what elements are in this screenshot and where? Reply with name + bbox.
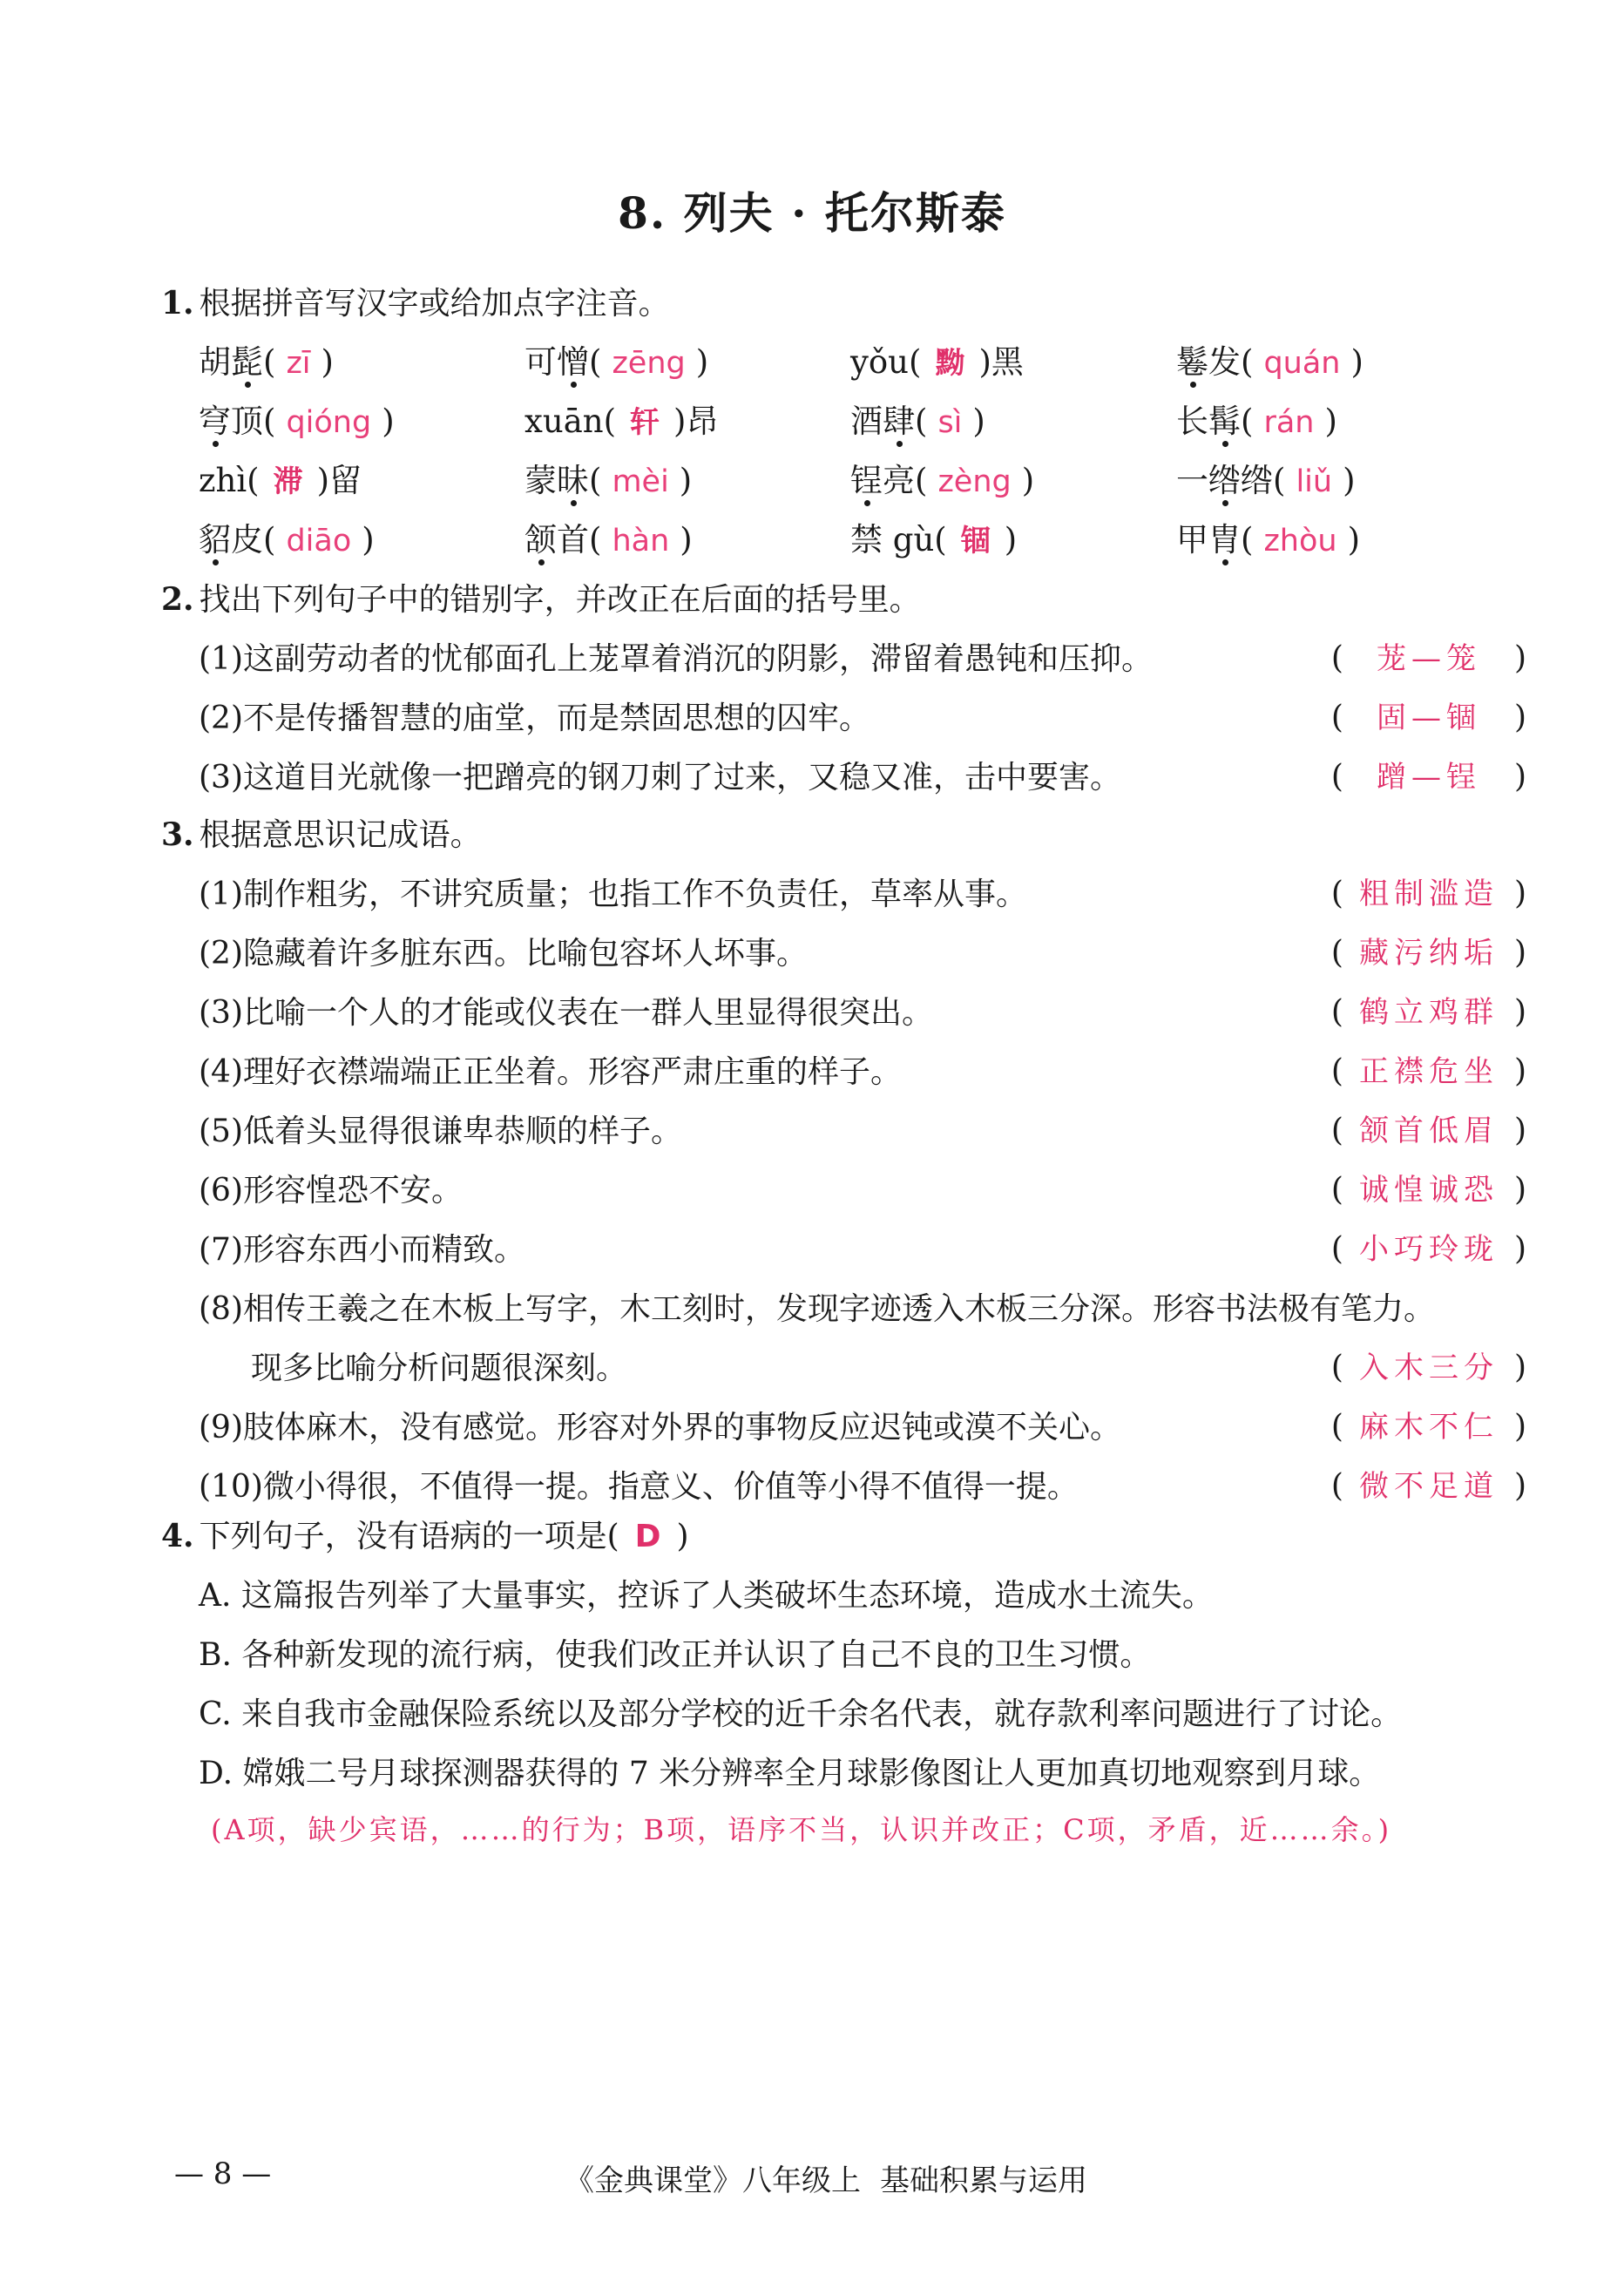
item-close: ) [1004, 521, 1018, 559]
definition-item: (2)隐藏着许多脏东西。比喻包容坏人坏事。 [199, 936, 808, 971]
answer-bracket: ( 固—锢 ) [1331, 694, 1526, 736]
handwritten-answer: zhòu [1263, 524, 1337, 559]
answer-bracket: ( 颔首低眉 ) [1331, 1107, 1526, 1149]
handwritten-answer: 锢 [960, 524, 991, 559]
question-2-heading [161, 575, 921, 619]
item-open: ( [909, 343, 922, 381]
handwritten-answer: zī [286, 346, 311, 381]
definition-item: (9)肢体麻木，没有感觉。形容对外界的事物反应迟钝或漠不关心。 [199, 1410, 1121, 1445]
handwritten-answer: 黝 [935, 346, 965, 381]
handwritten-answer: 藏污纳垢 [1358, 936, 1499, 971]
pinyin-item [524, 335, 708, 382]
handwritten-answer: hàn [612, 524, 670, 559]
handwritten-answer: 蹭—锃 [1376, 760, 1481, 795]
definition-item: (4)理好衣襟端端正正坐着。形容严肃庄重的样子。 [199, 1054, 902, 1090]
answer-bracket: ( 诚惶诚恐 ) [1331, 1166, 1526, 1208]
item-prefix: yǒu [850, 343, 910, 381]
item-open: ( [263, 343, 276, 381]
item-close: ) [978, 343, 991, 381]
handwritten-answer: 滞 [273, 464, 303, 499]
handwritten-answer: 入木三分 [1358, 1351, 1499, 1385]
handwritten-answer: liǔ [1296, 464, 1333, 499]
sentence-item: (1)这副劳动者的忧郁面孔上茏罩着消沉的阴影，滞留着愚钝和压抑。 [199, 641, 1153, 677]
handwritten-answer: 诚惶诚恐 [1358, 1173, 1499, 1208]
dotted-character: 颔 [524, 521, 557, 559]
item-open: ( [1241, 403, 1254, 440]
definition-item: (8)相传王羲之在木板上写字，木工刻时，发现字迹透入木板三分深。形容书法极有笔力。 [199, 1291, 1435, 1327]
item-close: ) [1347, 521, 1361, 559]
question-prompt: 下列句子，没有语病的一项是( [199, 1519, 619, 1554]
handwritten-answer: rán [1263, 405, 1315, 440]
item-close: ) [673, 403, 687, 440]
bracket-close: ) [676, 1519, 689, 1554]
item-open: 绺( [1241, 462, 1286, 499]
page-title: 8. 列夫 · 托尔斯泰 [618, 187, 1006, 239]
dotted-character: 髯 [1208, 403, 1241, 440]
item-close: ) [362, 521, 375, 559]
item-suffix: 留 [329, 462, 362, 499]
handwritten-answer: zēng [612, 346, 686, 381]
handwritten-answer: diāo [286, 524, 352, 559]
question-number: 1. [161, 285, 194, 322]
handwritten-explanation: (A项，缺少宾语，……的行为；B项，语序不当，认识并改正；C项，矛盾，近……余。) [211, 1813, 1392, 1846]
item-close: ) [321, 343, 334, 381]
item-open: ( [589, 462, 602, 499]
question-prompt: 找出下列句子中的错别字，并改正在后面的括号里。 [199, 582, 921, 618]
dotted-character: 锃 [850, 462, 883, 499]
page-number: — 8 — [174, 2156, 272, 2191]
pinyin-item [199, 513, 375, 560]
handwritten-answer: mèi [612, 464, 669, 499]
item-close: ) [382, 403, 395, 440]
pinyin-item [199, 335, 334, 382]
pinyin-item [199, 454, 362, 501]
dotted-character: 肆 [883, 403, 915, 440]
item-prefix: 可 [524, 343, 557, 381]
item-open: ( [1241, 521, 1254, 559]
item-prefix: 一 [1176, 462, 1208, 499]
item-prefix: 甲 [1176, 521, 1208, 559]
item-prefix: xuān [524, 403, 604, 440]
item-close: ) [1324, 403, 1337, 440]
answer-bracket: ( 微不足道 ) [1331, 1462, 1526, 1505]
choice-a: A. 这篇报告列举了大量事实，控诉了人类破坏生态环境，造成水土流失。 [199, 1578, 1214, 1614]
handwritten-answer: 粗制滥造 [1358, 877, 1499, 911]
item-open: 皮( [231, 521, 276, 559]
dotted-character: 绺 [1208, 462, 1241, 499]
item-close: ) [680, 521, 693, 559]
item-open: 发( [1208, 343, 1254, 381]
answer-bracket: ( 鹤立鸡群 ) [1331, 988, 1526, 1031]
pinyin-item [524, 513, 693, 560]
handwritten-answer: 固—锢 [1376, 701, 1481, 735]
pinyin-item [850, 335, 1024, 382]
item-suffix: 黑 [991, 343, 1024, 381]
question-3-heading [161, 810, 482, 855]
item-close: ) [972, 403, 985, 440]
handwritten-answer: qióng [286, 405, 372, 440]
handwritten-answer: 微不足道 [1358, 1469, 1499, 1504]
handwritten-answer: 鹤立鸡群 [1358, 995, 1499, 1030]
section-name: 基础积累与运用 [880, 2163, 1087, 2198]
pinyin-item [850, 395, 985, 442]
item-close: ) [679, 462, 693, 499]
item-prefix: 禁 gù [850, 521, 935, 559]
dotted-character: 胄 [1208, 521, 1241, 559]
pinyin-item [524, 395, 718, 442]
choice-c: C. 来自我市金融保险系统以及部分学校的近千余名代表，就存款利率问题进行了讨论。 [199, 1696, 1403, 1732]
answer-bracket: ( 藏污纳垢 ) [1331, 929, 1526, 971]
handwritten-answer: 正襟危坐 [1358, 1054, 1499, 1089]
question-number: 3. [161, 816, 194, 853]
pinyin-item [850, 454, 1034, 501]
answer-bracket: ( 茏—笼 ) [1331, 634, 1526, 677]
definition-item: (3)比喻一个人的才能或仪表在一群人里显得很突出。 [199, 995, 933, 1031]
item-prefix: 长 [1176, 403, 1208, 440]
pinyin-item [1176, 335, 1363, 382]
handwritten-answer: sì [937, 405, 963, 440]
handwritten-answer: 麻木不仁 [1358, 1410, 1499, 1445]
item-prefix: 酒 [850, 403, 883, 440]
sentence-item: (3)这道目光就像一把蹭亮的钢刀刺了过来，又稳又准，击中要害。 [199, 760, 1121, 795]
pinyin-item [850, 513, 1017, 560]
handwritten-answer: 颔首低眉 [1358, 1114, 1499, 1148]
pinyin-item [199, 395, 395, 442]
definition-item: (5)低着头显得很谦卑恭顺的样子。 [199, 1114, 682, 1149]
item-open: 顶( [231, 403, 276, 440]
handwritten-answer: 轩 [630, 405, 660, 440]
definition-item: (7)形容东西小而精致。 [199, 1232, 525, 1268]
book-title: 《金典课堂》八年级上 [565, 2163, 861, 2198]
question-prompt: 根据意思识记成语。 [199, 817, 482, 853]
answer-bracket: ( 正襟危坐 ) [1331, 1047, 1526, 1090]
pinyin-item [1176, 454, 1356, 501]
handwritten-answer: 茏—笼 [1376, 641, 1481, 676]
dotted-character: 穹 [199, 403, 231, 440]
answer-bracket: ( 蹭—锃 ) [1331, 753, 1526, 795]
item-prefix: zhì [199, 462, 247, 499]
item-open: ( [603, 403, 617, 440]
answer-bracket: ( 粗制滥造 ) [1331, 870, 1526, 912]
handwritten-answer: 小巧玲珑 [1358, 1232, 1499, 1267]
dotted-character: 髭 [231, 343, 263, 381]
dotted-character: 貂 [199, 521, 231, 559]
handwritten-answer: D [634, 1519, 661, 1554]
dotted-character: 憎 [557, 343, 589, 381]
pinyin-item [1176, 395, 1337, 442]
question-4-heading [161, 1512, 689, 1556]
sentence-item: (2)不是传播智慧的庙堂，而是禁固思想的囚牢。 [199, 701, 870, 736]
definition-item: (10)微小得很，不值得一提。指意义、价值等小得不值得一提。 [199, 1469, 1079, 1505]
dotted-character: 昧 [557, 462, 589, 499]
answer-bracket: ( 麻木不仁 ) [1331, 1403, 1526, 1445]
item-close: ) [316, 462, 330, 499]
dotted-character: 鬈 [1176, 343, 1208, 381]
item-open: ( [589, 343, 602, 381]
definition-continuation: 现多比喻分析问题很深刻。 [251, 1351, 628, 1386]
item-close: ) [1021, 462, 1035, 499]
question-number: 4. [161, 1518, 194, 1554]
item-open: ( [247, 462, 260, 499]
answer-bracket: ( 入木三分 ) [1331, 1344, 1526, 1386]
choice-d: D. 嫦娥二号月球探测器获得的 7 米分辨率全月球影像图让人更加真切地观察到月球。 [199, 1756, 1381, 1791]
question-1-heading [161, 279, 670, 323]
definition-item: (6)形容惶恐不安。 [199, 1173, 463, 1208]
question-number: 2. [161, 581, 194, 618]
item-close: ) [1350, 343, 1363, 381]
item-open: 首( [557, 521, 602, 559]
item-prefix: 蒙 [524, 462, 557, 499]
handwritten-answer: zèng [937, 464, 1012, 499]
pinyin-item [1176, 513, 1360, 560]
item-open: ( [915, 403, 928, 440]
question-prompt: 根据拼音写汉字或给加点字注音。 [199, 286, 670, 322]
item-suffix: 昂 [686, 403, 719, 440]
item-open: ( [934, 521, 947, 559]
item-open: 亮( [883, 462, 928, 499]
definition-item: (1)制作粗劣，不讲究质量；也指工作不负责任，草率从事。 [199, 877, 1027, 912]
item-close: ) [1343, 462, 1356, 499]
choice-b: B. 各种新发现的流行病，使我们改正并认识了自己不良的卫生习惯。 [199, 1637, 1152, 1673]
item-prefix: 胡 [199, 343, 231, 381]
answer-bracket: ( 小巧玲珑 ) [1331, 1225, 1526, 1268]
item-close: ) [695, 343, 709, 381]
pinyin-item [524, 454, 692, 501]
handwritten-answer: quán [1263, 346, 1341, 381]
